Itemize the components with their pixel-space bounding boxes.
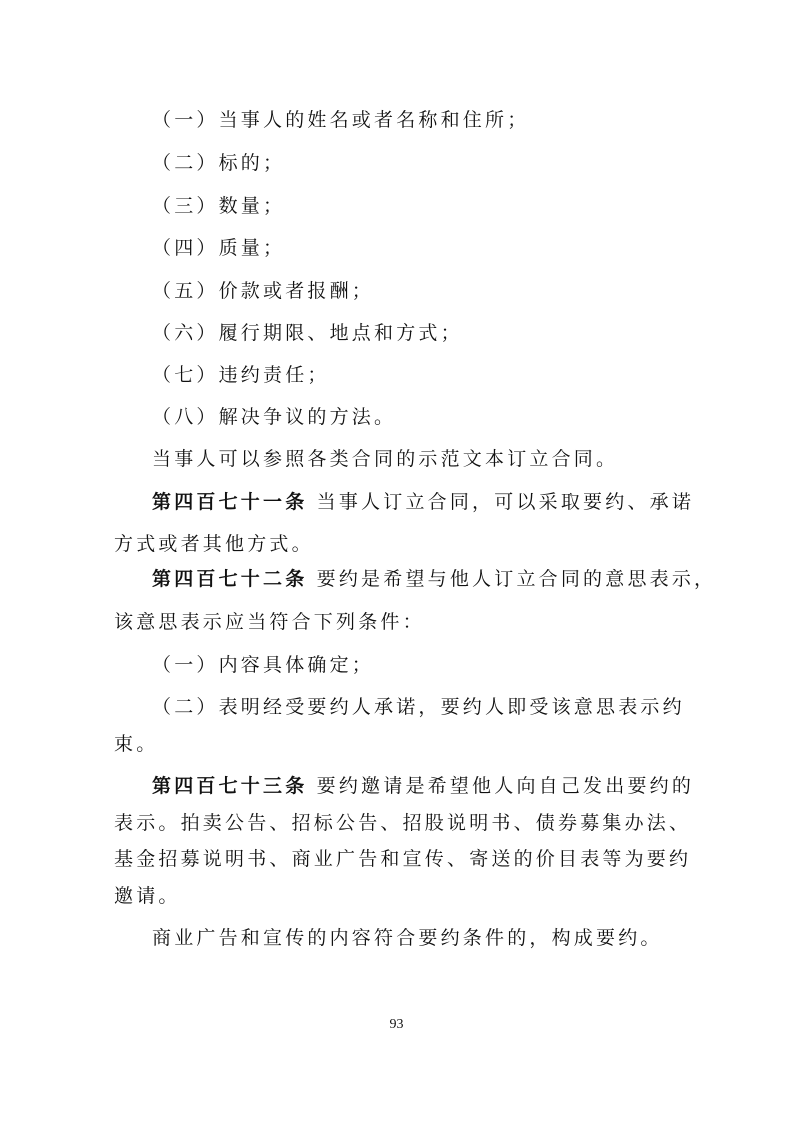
list-item: （一）当事人的姓名或者名称和住所； — [152, 109, 530, 131]
paragraph: 商业广告和宣传的内容符合要约条件的，构成要约。 — [152, 927, 663, 949]
page-number: 93 — [389, 1017, 404, 1032]
list-item: （六）履行期限、地点和方式； — [152, 322, 463, 344]
article-472-line — [152, 566, 716, 592]
article-472-continuation: 该意思表示应当符合下列条件： — [114, 611, 425, 633]
article-text: 要约是希望与他人订立合同的意思表示， — [307, 568, 717, 590]
article-title: 第四百七十二条 — [152, 568, 308, 590]
list-item: （八）解决争议的方法。 — [152, 406, 397, 428]
article-473-line — [152, 773, 694, 799]
list-item: （三）数量； — [152, 195, 286, 217]
article-473-continuation: 表示。拍卖公告、招标公告、招股说明书、债券募集办法、 — [114, 812, 692, 834]
article-473-continuation: 基金招募说明书、商业广告和宣传、寄送的价目表等为要约 — [114, 848, 692, 870]
article-text: 当事人订立合同，可以采取要约、承诺 — [307, 491, 695, 513]
list-item: （二）标的； — [152, 152, 286, 174]
article-title: 第四百七十三条 — [152, 775, 308, 797]
list-item: （五）价款或者报酬； — [152, 280, 375, 302]
paragraph: 当事人可以参照各类合同的示范文本订立合同。 — [152, 448, 619, 470]
list-item: （一）内容具体确定； — [152, 654, 375, 676]
list-item-continuation: 束。 — [114, 733, 159, 755]
list-item: （二）表明经受要约人承诺，要约人即受该意思表示约 — [152, 696, 685, 718]
article-title: 第四百七十一条 — [152, 491, 308, 513]
list-item: （七）违约责任； — [152, 364, 330, 386]
list-item: （四）质量； — [152, 237, 286, 259]
article-text: 要约邀请是希望他人向自己发出要约的 — [307, 775, 695, 797]
article-471-line — [152, 489, 694, 515]
article-473-continuation: 邀请。 — [114, 885, 181, 907]
article-471-continuation: 方式或者其他方式。 — [114, 533, 314, 555]
